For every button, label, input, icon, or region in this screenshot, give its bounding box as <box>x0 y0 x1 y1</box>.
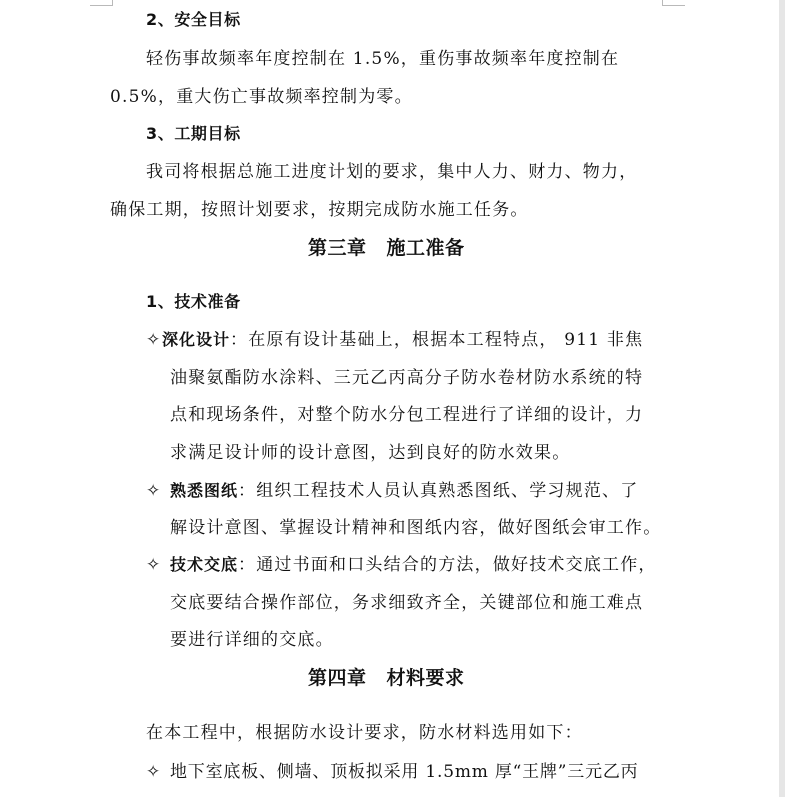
drawings-text: ：组织工程技术人员认真熟悉图纸、学习规范、了 <box>238 481 639 501</box>
diamond-bullet-icon: ✧ <box>146 762 161 782</box>
deep-design-text: ：在原有设计基础上，根据本工程特点， 911 非焦 <box>230 330 644 350</box>
chapter4-name: 材料要求 <box>386 667 465 689</box>
chapter3-title <box>308 238 465 258</box>
schedule-goal-text-line1: 我司将根据总施工进度计划的要求，集中人力、财力、物力， <box>146 162 638 182</box>
disclosure-text: ：通过书面和口头结合的方法，做好技术交底工作， <box>238 555 657 575</box>
disclosure-line3: 要进行详细的交底。 <box>170 630 334 650</box>
chapter3-number: 第三章 <box>308 237 367 259</box>
deep-design-label: 深化设计 <box>162 330 231 349</box>
diamond-bullet-icon: ✧ <box>146 481 161 501</box>
page-edge-shadow <box>779 0 785 797</box>
tech-prep-heading: 1、技术准备 <box>146 292 241 311</box>
schedule-goal-heading: 3、工期目标 <box>146 124 241 143</box>
safety-goal-text-line1: 轻伤事故频率年度控制在 1.5%，重伤事故频率年度控制在 <box>146 49 620 69</box>
safety-goal-heading: 2、安全目标 <box>146 10 241 29</box>
drawings-line2: 解设计意图、掌握设计精神和图纸内容，做好图纸会审工作。 <box>170 518 662 538</box>
chapter4-number: 第四章 <box>308 667 367 689</box>
drawings-label: 熟悉图纸 <box>170 481 239 500</box>
disclosure-line2: 交底要结合操作部位，务求细致齐全，关键部位和施工难点 <box>170 593 644 613</box>
diamond-bullet-icon: ✧ <box>146 555 161 575</box>
deep-design-line1 <box>162 330 643 350</box>
safety-goal-text-line2: 0.5%，重大伤亡事故频率控制为零。 <box>110 87 413 107</box>
diamond-bullet-icon: ✧ <box>146 330 161 350</box>
materials-item1-line1: 地下室底板、侧墙、顶板拟采用 1.5mm 厚“王牌”三元乙丙 <box>170 762 639 782</box>
disclosure-line1 <box>170 555 657 575</box>
chapter4-title <box>308 668 465 688</box>
drawings-line1 <box>170 481 638 501</box>
materials-intro: 在本工程中，根据防水设计要求，防水材料选用如下： <box>146 723 583 743</box>
schedule-goal-text-line2: 确保工期，按照计划要求，按期完成防水施工任务。 <box>110 200 529 220</box>
margin-corner-mark-left <box>90 0 113 6</box>
deep-design-line2: 油聚氨酯防水涂料、三元乙丙高分子防水卷材防水系统的特 <box>170 368 644 388</box>
deep-design-line4: 求满足设计师的设计意图，达到良好的防水效果。 <box>170 443 571 463</box>
margin-corner-mark-right <box>662 0 685 6</box>
chapter3-name: 施工准备 <box>386 237 465 259</box>
disclosure-label: 技术交底 <box>170 555 239 574</box>
deep-design-line3: 点和现场条件，对整个防水分包工程进行了详细的设计，力 <box>170 405 644 425</box>
